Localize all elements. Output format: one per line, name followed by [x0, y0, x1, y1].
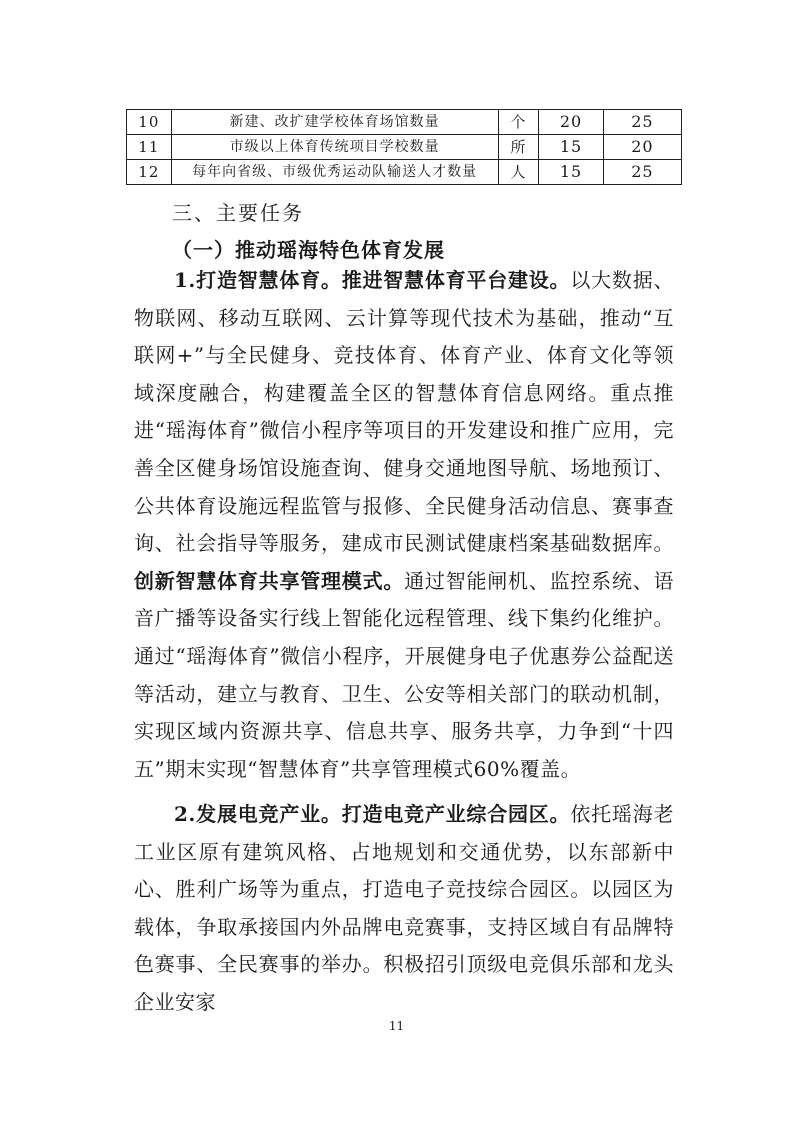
indicator-name: 市级以上体育传统项目学校数量	[171, 135, 498, 160]
indicator-name: 新建、改扩建学校体育场馆数量	[171, 110, 498, 135]
indicator-table	[126, 109, 682, 185]
indicator-value-a: 15	[539, 135, 603, 160]
indicator-unit: 个	[498, 110, 539, 135]
indicator-name: 每年向省级、市级优秀运动队输送人才数量	[171, 160, 498, 185]
indicator-unit: 所	[498, 135, 539, 160]
paragraph-heading: 2.发展电竞产业。	[174, 802, 342, 826]
paragraph-smart-sports	[134, 262, 674, 788]
indicator-value-b: 25	[603, 160, 681, 185]
indicator-value-b: 25	[603, 110, 681, 135]
paragraph-text: 依托瑶海老工业区原有建筑风格、占地规划和交通优势，以东部新中心、胜利广场等为重点，打造电子竞技综合园区。以园区为载体，争取承接国内外品牌电竞赛事，支持区域自有品牌特色赛事、全民赛事的举办。积极招引顶级电竞俱乐部和龙头企业安家	[134, 802, 675, 1014]
indicator-value-a: 20	[539, 110, 603, 135]
paragraph-heading: 1.打造智慧体育。	[174, 268, 342, 292]
section-title: 三、主要任务	[172, 201, 304, 225]
row-number: 12	[127, 160, 172, 185]
paragraph-text: 以大数据、物联网、移动互联网、云计算等现代技术为基础，推动“互联网+”与全民健身、竞技体育、体育产业、体育文化等领域深度融合，构建覆盖全区的智慧体育信息网络。重点推进“瑶海体育”微信小程序等项目的开发建设和推广应用，完善全区健身场馆设施查询、健身交通地图导航、场地预订、公共体育设施远程监管与报修、全民健身活动信息、赛事查询、社会指导等服务，建成市民测试健康档案基础数据库。	[134, 268, 675, 556]
indicator-value-b: 20	[603, 135, 681, 160]
table-row	[127, 110, 682, 135]
section-subtitle: （一）推动瑶海特色体育发展	[172, 238, 445, 262]
paragraph-lead: 打造电竞产业综合园区。	[341, 802, 571, 826]
paragraph-esports	[134, 796, 674, 1022]
paragraph-lead: 推进智慧体育平台建设。	[341, 268, 571, 292]
indicator-unit: 人	[498, 160, 539, 185]
table-row	[127, 160, 682, 185]
paragraph-lead: 创新智慧体育共享管理模式。	[134, 568, 405, 593]
row-number: 11	[127, 135, 172, 160]
paragraph-text: 通过智能闸机、监控系统、语音广播等设备实行线上智能化远程管理、线下集约化维护。通过“瑶海体育”微信小程序，开展健身电子优惠券公益配送等活动，建立与教育、卫生、公安等相关部门的联动机制，实现区域内资源共享、信息共享、服务共享，力争到“十四五”期末实现“智慧体育”共享管理模式60%覆盖。	[134, 568, 675, 781]
row-number: 10	[127, 110, 172, 135]
indicator-value-a: 15	[539, 160, 603, 185]
page-number: 11	[388, 1019, 405, 1033]
table-row	[127, 135, 682, 160]
